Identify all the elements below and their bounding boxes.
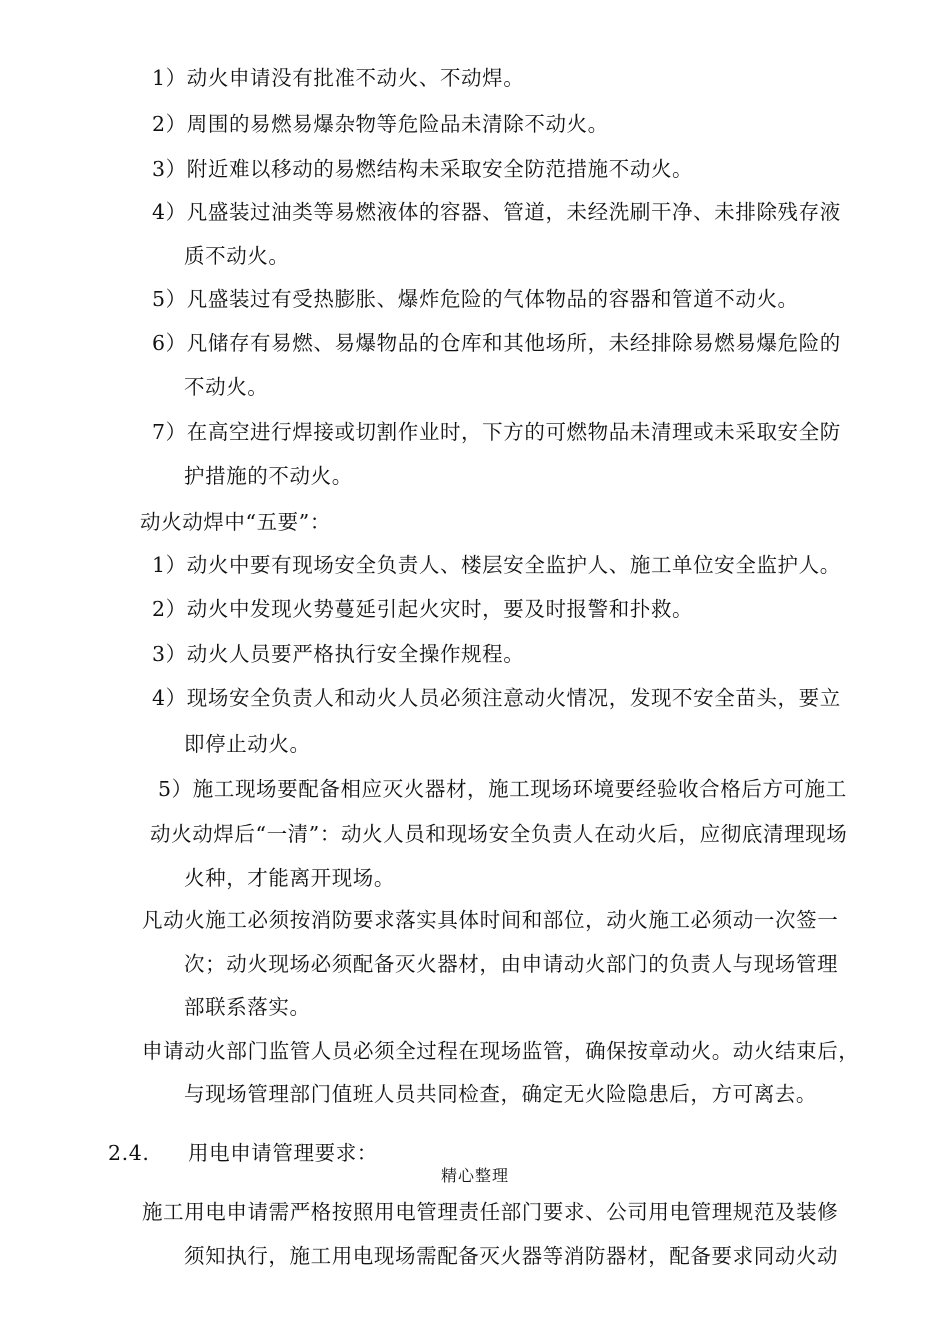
after-clean-line-2: 火种，才能离开现场。 [184, 866, 395, 890]
five-musts-heading: 动火动焊中“五要”： [140, 510, 331, 534]
ban-item-2-line-1: 2）周围的易燃易爆杂物等危险品未清除不动火。 [152, 112, 609, 136]
five-item-5-line-1: 5）施工现场要配备相应灭火器材，施工现场环境要经验收合格后方可施工 [158, 777, 847, 801]
ban-item-5-line-1: 5）凡盛装过有受热膨胀、爆炸危险的气体物品的容器和管道不动火。 [152, 287, 799, 311]
ban-item-3-line-1: 3）附近难以移动的易燃结构未采取安全防范措施不动火。 [152, 157, 694, 181]
five-item-1-line-1: 1）动火中要有现场安全负责人、楼层安全监护人、施工单位安全监护人。 [152, 553, 841, 577]
five-item-3-line-1: 3）动火人员要严格执行安全操作规程。 [152, 642, 525, 666]
page-footer: 精心整理 [440, 1166, 509, 1185]
ban-item-7-line-1: 7）在高空进行焊接或切割作业时，下方的可燃物品未清理或未采取安全防 [152, 420, 841, 444]
five-item-2-line-1: 2）动火中发现火势蔓延引起火灾时，要及时报警和扑救。 [152, 597, 694, 621]
ban-item-4-line-1: 4）凡盛装过油类等易燃液体的容器、管道，未经洗刷干净、未排除残存液 [152, 200, 841, 224]
ban-item-7-line-2: 护措施的不动火。 [184, 464, 353, 488]
para-2-line-1: 申请动火部门监管人员必须全过程在现场监管，确保按章动火。动火结束后， [142, 1039, 860, 1063]
ban-item-6-line-2: 不动火。 [184, 375, 269, 399]
section-title: 用电申请管理要求： [188, 1141, 378, 1165]
five-item-4-line-2: 即停止动火。 [184, 732, 311, 756]
para-1-line-1: 凡动火施工必须按消防要求落实具体时间和部位，动火施工必须动一次签一 [142, 908, 839, 932]
five-item-4-line-1: 4）现场安全负责人和动火人员必须注意动火情况，发现不安全苗头，要立 [152, 686, 841, 710]
ban-item-6-line-1: 6）凡储存有易燃、易爆物品的仓库和其他场所，未经排除易燃易爆危险的 [152, 331, 841, 355]
para-1-line-3: 部联系落实。 [184, 995, 311, 1019]
ban-item-4-line-2: 质不动火。 [184, 244, 290, 268]
para-3-line-2: 须知执行，施工用电现场需配备灭火器等消防器材，配备要求同动火动 [184, 1244, 839, 1268]
para-2-line-2: 与现场管理部门值班人员共同检查，确定无火险隐患后，方可离去。 [184, 1082, 817, 1106]
section-number: 2.4. [108, 1141, 150, 1165]
ban-item-1-line-1: 1）动火申请没有批准不动火、不动焊。 [152, 66, 525, 90]
para-1-line-2: 次；动火现场必须配备灭火器材，由申请动火部门的负责人与现场管理 [184, 952, 839, 976]
after-clean-line-1: 动火动焊后“一清”：动火人员和现场安全负责人在动火后，应彻底清理现场 [150, 822, 848, 846]
para-3-line-1: 施工用电申请需严格按照用电管理责任部门要求、公司用电管理规范及装修 [142, 1200, 839, 1224]
